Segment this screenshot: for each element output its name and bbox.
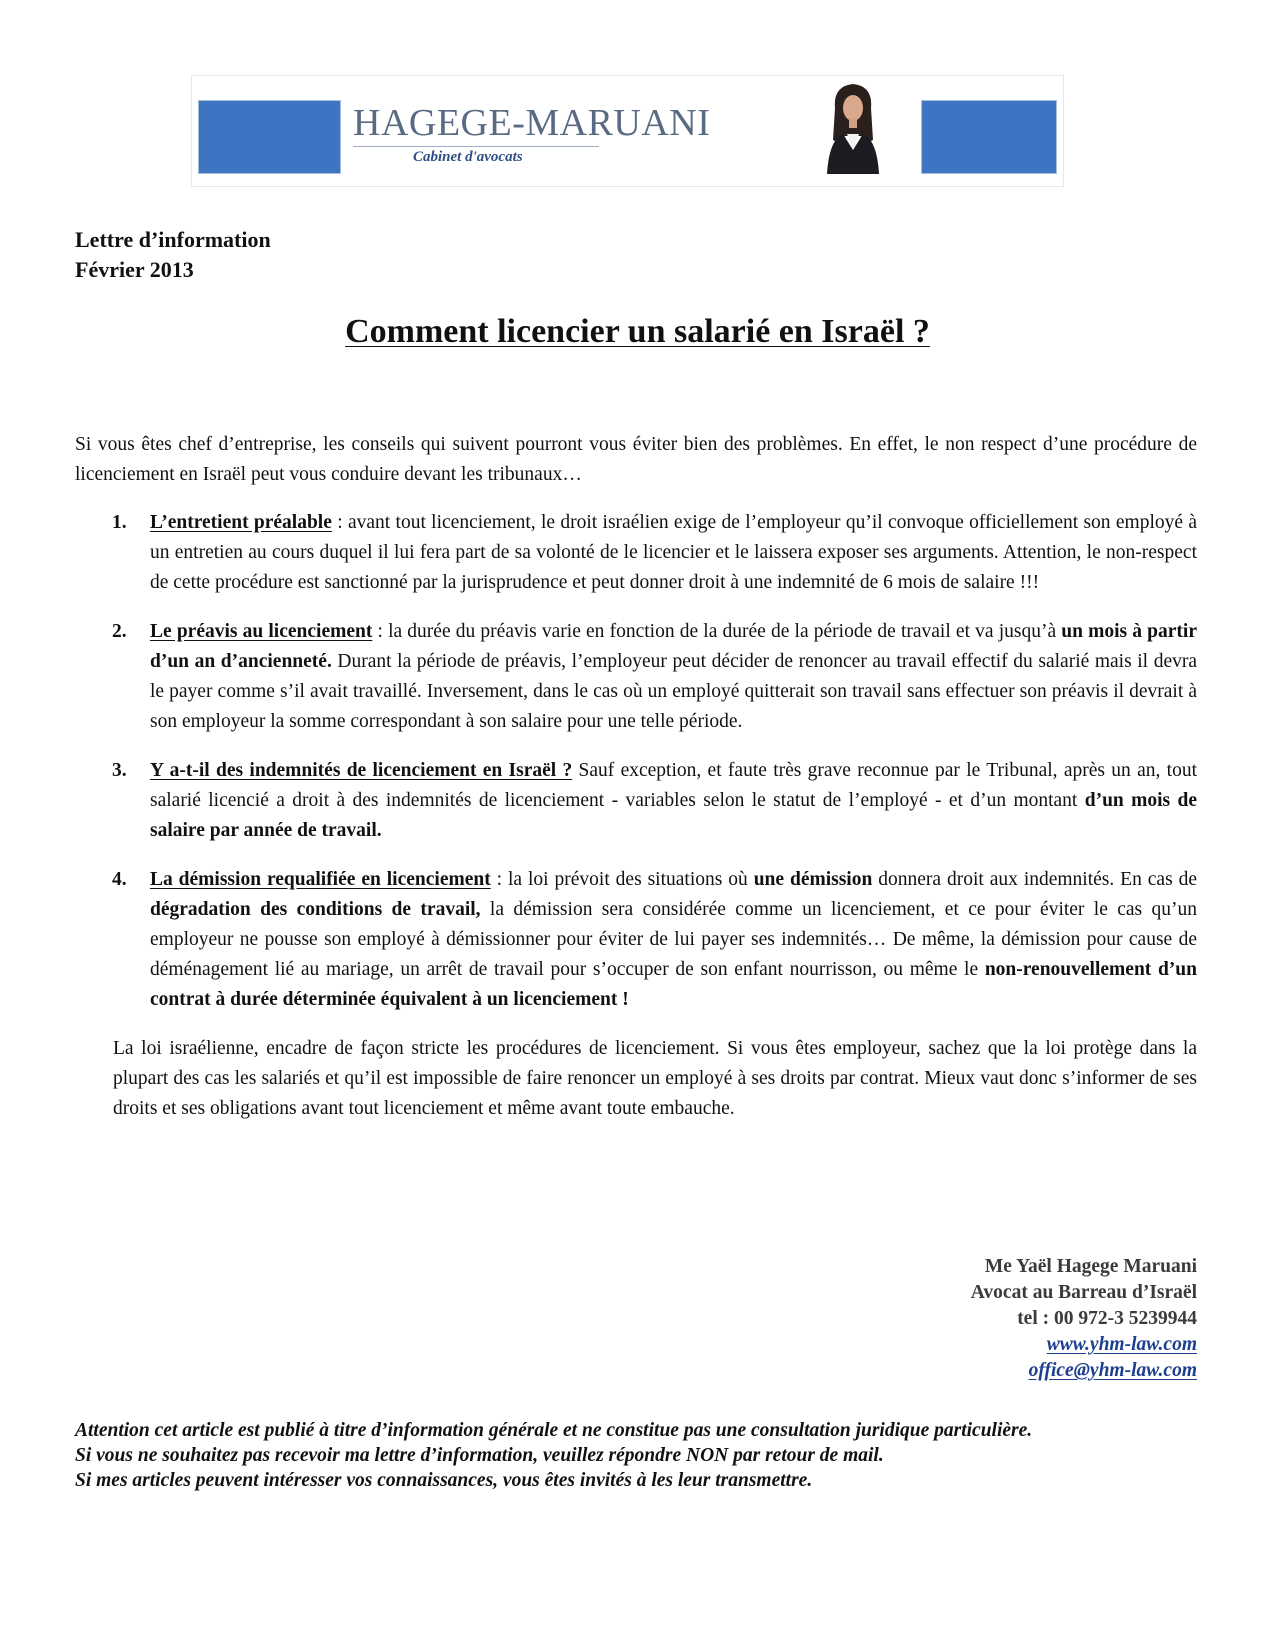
list-item-number: 1.: [112, 512, 127, 533]
disclaimer-line: Si vous ne souhaitez pas recevoir ma lettre d’information, veuillez répondre NON par retour de mail.: [75, 1445, 884, 1466]
list-item: [75, 617, 1197, 737]
page-title-text: Comment licencier un salarié en Israël ?: [345, 313, 930, 350]
intro-paragraph: Si vous êtes chef d’entreprise, les conseils qui suivent pourront vous éviter bien des problèmes. En effet, le non respect d’une procédure de licenciement en Israël peut vous conduire devant les tribunaux…: [75, 434, 1197, 485]
list-item: [75, 508, 1197, 598]
list-item-emphasis: dégradation des conditions de travail,: [150, 899, 481, 920]
list-item-emphasis: un mois à partir d’un an d’ancienneté.: [150, 621, 1197, 672]
disclaimer-line: Si mes articles peuvent intéresser vos connaissances, vous êtes invités à les leur transmettre.: [75, 1470, 813, 1491]
list-item-emphasis: d’un mois de salaire par année de travail.: [150, 790, 1198, 841]
signature-role: Avocat au Barreau d’Israël: [970, 1282, 1197, 1303]
list-item-text: avant tout licenciement, le droit israélien exige de l’employeur qu’il convoque officiellement son employé à un entretien au cours duquel il lui fera part de sa volonté de le licencier et le laissera exposer ses arguments. Attention, le non-respect de cette procédure est sanctionné par la jurisprudence et peut donner droit à une indemnité de 6 mois de salaire !!!: [150, 512, 1198, 593]
newsletter-label: Lettre d’information: [75, 227, 271, 252]
list-item-number: 2.: [112, 621, 127, 642]
banner-band-left: [198, 100, 341, 174]
header-banner: [191, 75, 1064, 187]
list-item-text: Durant la période de préavis, l’employeur peut décider de renoncer au travail effectif du salarié mais il devra le payer comme s’il avait travaillé. Inversement, dans le cas où un employé quitterait son travail sans effectuer son préavis il devrait à son employeur la somme correspondant à son salaire pour une telle période.: [150, 651, 1197, 732]
signature-phone: tel : 00 972-3 5239944: [1017, 1308, 1197, 1329]
list-item-text: donnera droit aux indemnités. En cas de: [872, 869, 1198, 890]
list-item-emphasis: non-renouvellement d’un contrat à durée déterminée équivalent à un licenciement !: [150, 959, 1197, 1010]
list-item-number: 4.: [112, 869, 127, 890]
brand-name: HAGEGE-MARUANI: [353, 102, 711, 144]
list-item-separator: :: [372, 621, 389, 642]
article-body: [75, 430, 1197, 1124]
email-link[interactable]: office@yhm-law.com: [1028, 1360, 1197, 1381]
list-item-heading: L’entretient préalable: [150, 512, 332, 533]
signature-block: [971, 1254, 1197, 1384]
brand-logo: [353, 102, 711, 166]
list-item-heading: Le préavis au licenciement: [150, 621, 373, 642]
disclaimer-line: Attention cet article est publié à titre d’information générale et ne constitue pas une consultation juridique particulière.: [75, 1420, 1033, 1441]
list-item-emphasis: une démission: [753, 869, 873, 890]
list-item-text: la durée du préavis varie en fonction de la durée de la période de travail et va jusqu’à: [388, 621, 1062, 642]
list-item-heading: Y a-t-il des indemnités de licenciement en Israël ?: [150, 760, 573, 781]
banner-band-right: [921, 100, 1057, 174]
lawyer-portrait-image: [821, 78, 885, 174]
website-link[interactable]: www.yhm-law.com: [1046, 1334, 1197, 1355]
list-item: [75, 865, 1197, 1015]
newsletter-meta: [75, 225, 271, 285]
list-item-heading: La démission requalifiée en licenciement: [150, 869, 491, 890]
page-title: [0, 313, 1275, 351]
list-item-separator: :: [490, 869, 508, 890]
list-item-text: Sauf exception, et faute très grave reconnue par le Tribunal, après un an, tout salarié licencié a droit à des indemnités de licenciement - variables selon le statut de l’employé - et d’un montant: [150, 760, 1197, 811]
conclusion-paragraph: La loi israélienne, encadre de façon stricte les procédures de licenciement. Si vous êtes employeur, sachez que la loi protège dans la plupart des cas les salariés et qu’il est impossible de faire renoncer un employé à ses droits par contrat. Mieux vaut donc s’informer de ses droits et ses obligations avant tout licenciement et même avant toute embauche.: [113, 1038, 1197, 1119]
list-item-text: la démission sera considérée comme un licenciement, et ce pour éviter le cas qu’un employeur ne pousse son employé à démissionner pour éviter de lui payer ses indemnités… De même, la démission pour cause de déménagement lié au mariage, un arrêt de travail pour s’occuper de son enfant nourrisson, ou même le: [150, 899, 1197, 980]
list-item-text: la loi prévoit des situations où: [508, 869, 754, 890]
brand-rule: [353, 146, 599, 147]
list-item-number: 3.: [112, 760, 127, 781]
advice-list: [75, 508, 1197, 1015]
list-item: [75, 756, 1197, 846]
signature-name: Me Yaël Hagege Maruani: [984, 1256, 1197, 1277]
list-item-separator: :: [331, 512, 348, 533]
newsletter-date: Février 2013: [75, 257, 194, 282]
disclaimer: [75, 1418, 1205, 1493]
brand-subtitle: Cabinet d'avocats: [413, 149, 523, 165]
